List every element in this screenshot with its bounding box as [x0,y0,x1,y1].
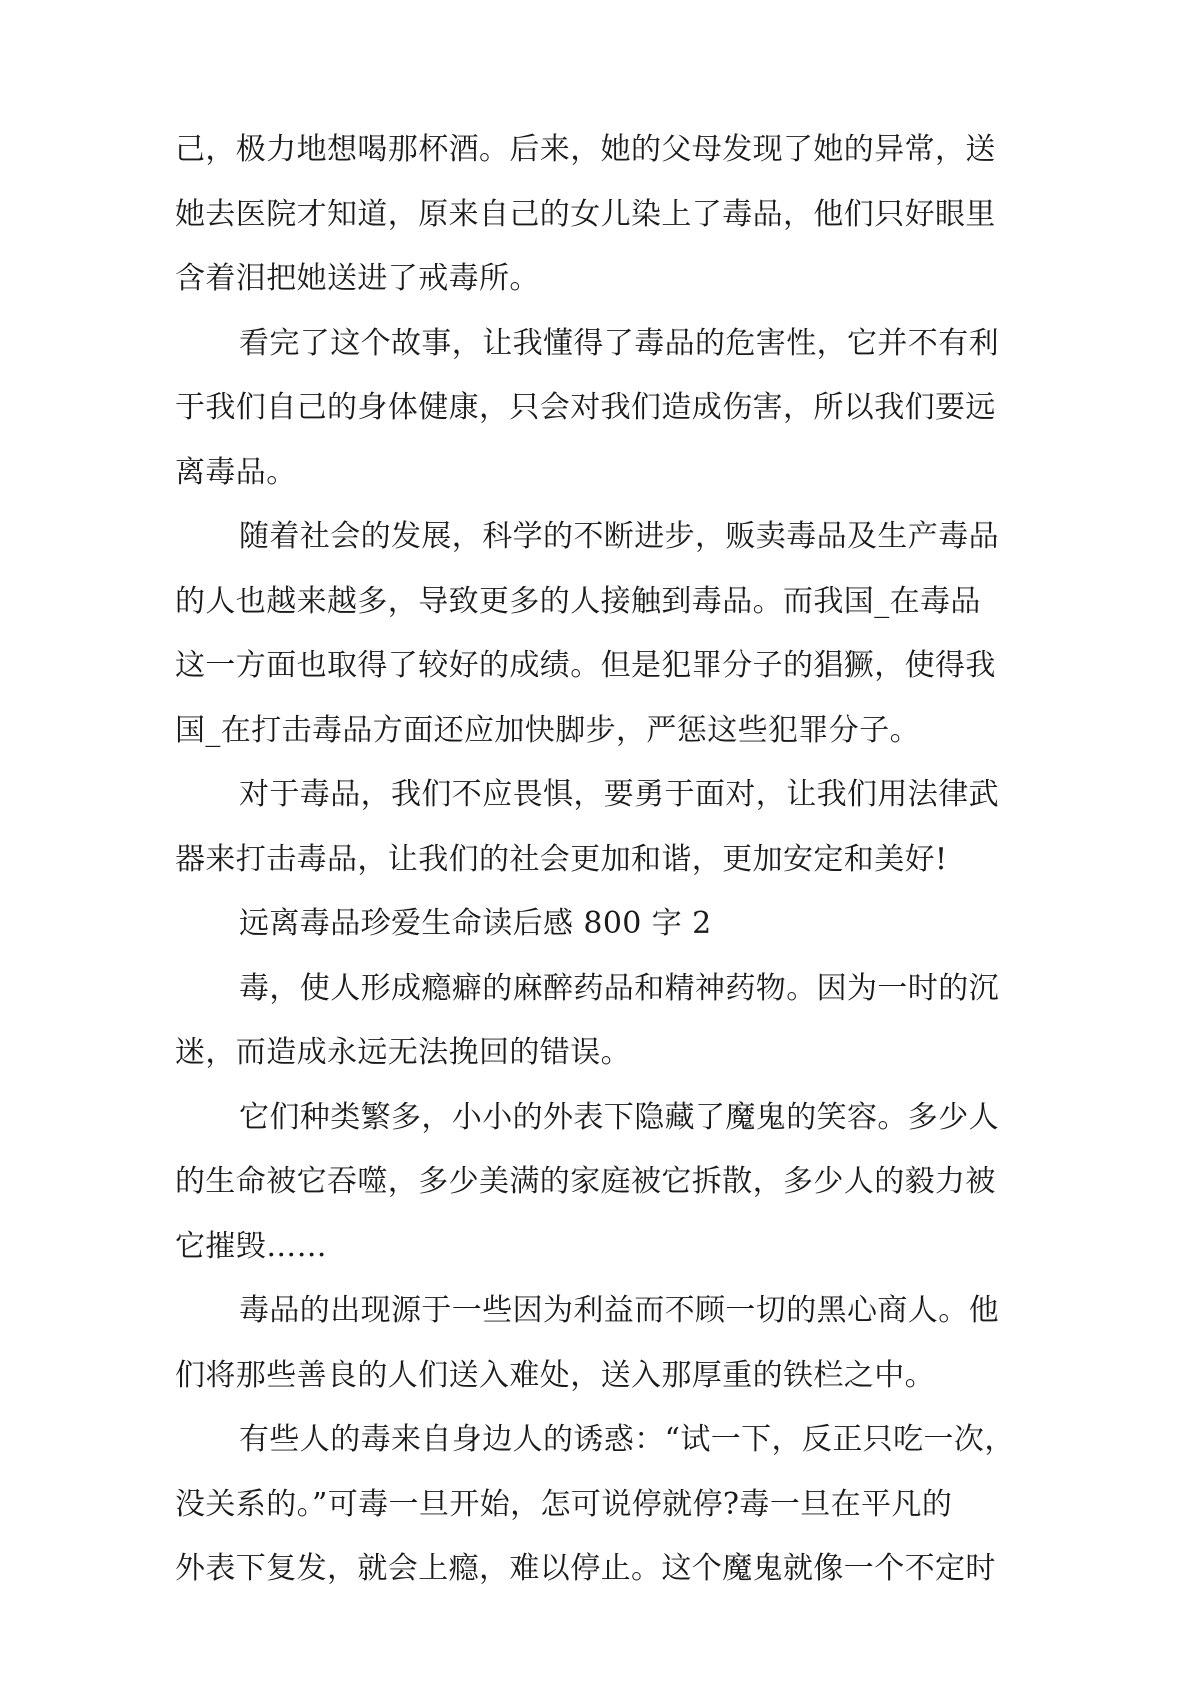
text-line: 的人也越来越多，导致更多的人接触到毒品。而我国_在毒品 [175,583,981,619]
paragraph-start-line: 对于毒品，我们不应畏惧，要勇于面对，让我们用法律武 [239,777,999,812]
section-heading: 远离毒品珍爱生命读后感 800 字 2 [239,906,712,941]
text-line: 含着泪把她送进了戒毒所。 [175,261,540,296]
text-line: 们将那些善良的人们送入难处，送入那厚重的铁栏之中。 [175,1357,935,1393]
document-body [175,118,1035,1602]
paragraph-start-line: 毒品的出现源于一些因为利益而不顾一切的黑心商人。他 [239,1293,999,1328]
text-line: 外表下复发，就会上瘾，难以停止。这个魔鬼就像一个不定时 [175,1551,996,1586]
text-line: 迷，而造成永远无法挽回的错误。 [175,1035,631,1070]
text-line: 这一方面也取得了较好的成绩。但是犯罪分子的猖獗，使得我 [175,648,996,683]
text-line: 于我们自己的身体健康，只会对我们造成伤害，所以我们要远 [175,390,996,425]
paragraph-start-line: 它们种类繁多，小小的外表下隐藏了魔鬼的笑容。多少人 [239,1099,999,1135]
text-line: 器来打击毒品，让我们的社会更加和谐，更加安定和美好! [175,841,948,877]
text-line: 国_在打击毒品方面还应加快脚步，严惩这些犯罪分子。 [175,712,920,748]
paragraph-start-line: 看完了这个故事，让我懂得了毒品的危害性，它并不有利 [239,325,999,361]
text-line: 离毒品。 [175,454,297,490]
paragraph-start-line: 有些人的毒来自身边人的诱惑：“试一下，反正只吃一次， [239,1422,1015,1457]
paragraph-start-line: 毒，使人形成瘾癖的麻醉药品和精神药物。因为一时的沉 [239,970,999,1006]
paragraph-start-line: 随着社会的发展，科学的不断进步，贩卖毒品及生产毒品 [239,519,999,554]
text-line: 她去医院才知道，原来自己的女儿染上了毒品，他们只好眼里 [175,196,996,232]
text-line: 它摧毁…… [175,1228,327,1264]
text-line: 的生命被它吞噬，多少美满的家庭被它拆散，多少人的毅力被 [175,1164,996,1199]
text-line: 没关系的。”可毒一旦开始，怎可说停就停?毒一旦在平凡的 [175,1486,953,1522]
text-line: 己，极力地想喝那杯酒。后来，她的父母发现了她的异常，送 [175,132,996,167]
